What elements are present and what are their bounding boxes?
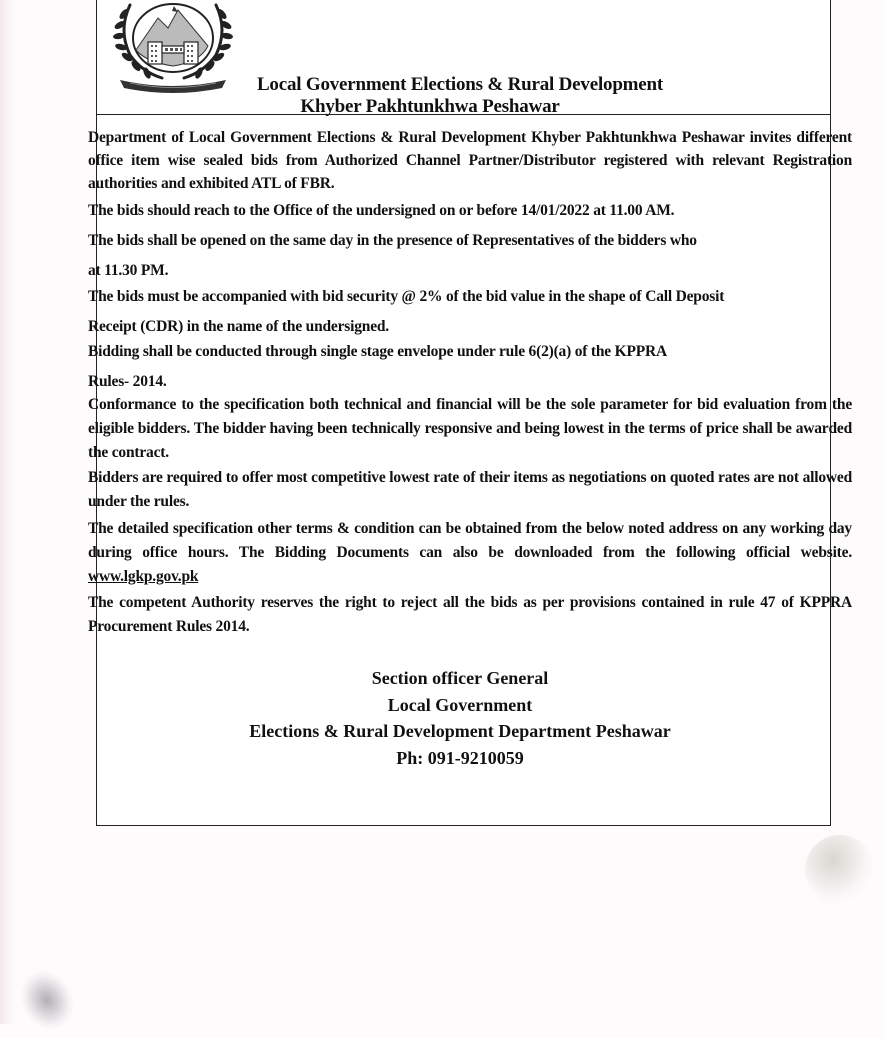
procedure-line-2: Rules- 2014.	[88, 373, 167, 390]
notice-paragraph-invitation: Department of Local Government Elections & Rural Development Khyber Pakhtunkhwa Peshawar invites different office item wise sealed bids from Authorized Channel Partner/Distributor registered with relevant Registration authorities and exhibited ATL of FBR.	[88, 129, 852, 192]
header-divider	[96, 114, 831, 115]
notice-paragraph-evaluation: Conformance to the specification both technical and financial will be the sole parameter for bid evaluation from the eligible bidders. The bidder having been technically responsive and being lowest in the terms of price shall be awarded the contract.	[88, 396, 852, 461]
opening-line-1: The bids shall be opened on the same day in the presence of Representatives of the bidders who	[88, 232, 697, 249]
notice-paragraph-opening	[88, 226, 852, 286]
bid-security-line-2: Receipt (CDR) in the name of the undersigned.	[88, 318, 389, 335]
notice-paragraph-documents	[88, 517, 852, 589]
paper-smudge	[10, 962, 83, 1038]
office-location: Khyber Pakhtunkhwa Peshawar	[300, 96, 560, 117]
signature-block	[160, 665, 760, 771]
paper-smudge	[805, 835, 875, 905]
notice-paragraph-bid-security	[88, 282, 852, 342]
bid-security-line-1: The bids must be accompanied with bid security @ 2% of the bid value in the shape of Call Deposit	[88, 288, 725, 305]
notice-paragraph-rejection-rights: The competent Authority reserves the right to reject all the bids as per provisions contained in rule 47 of KPPRA Procurement Rules 2014.	[88, 594, 852, 635]
notice-paragraph-rates: Bidders are required to offer most competitive lowest rate of their items as negotiations on quoted rates are not allowed under the rules.	[88, 469, 852, 510]
documents-text: The detailed specification other terms & condition can be obtained from the below noted address on any working day during office hours. The Bidding Documents can also be downloaded from the following official website.	[88, 520, 852, 561]
procedure-line-1: Bidding shall be conducted through single stage envelope under rule 6(2)(a) of the KPPRA	[88, 343, 668, 360]
paper-edge-shadow	[0, 0, 14, 1024]
office-title: Local Government Elections & Rural Development	[256, 74, 664, 95]
website-link[interactable]: www.lgkp.gov.pk	[88, 568, 199, 585]
signatory-office: Elections & Rural Development Department Peshawar	[249, 721, 671, 741]
opening-line-2: at 11.30 PM.	[88, 262, 169, 279]
notice-paragraph-deadline: The bids should reach to the Office of the undersigned on or before 14/01/2022 at 11.00 AM.	[88, 202, 675, 219]
signatory-phone: Ph: 091-9210059	[396, 747, 524, 768]
signatory-title: Section officer General	[371, 668, 549, 688]
notice-paragraph-bidding-procedure	[88, 337, 852, 397]
signatory-department: Local Government	[387, 694, 533, 715]
